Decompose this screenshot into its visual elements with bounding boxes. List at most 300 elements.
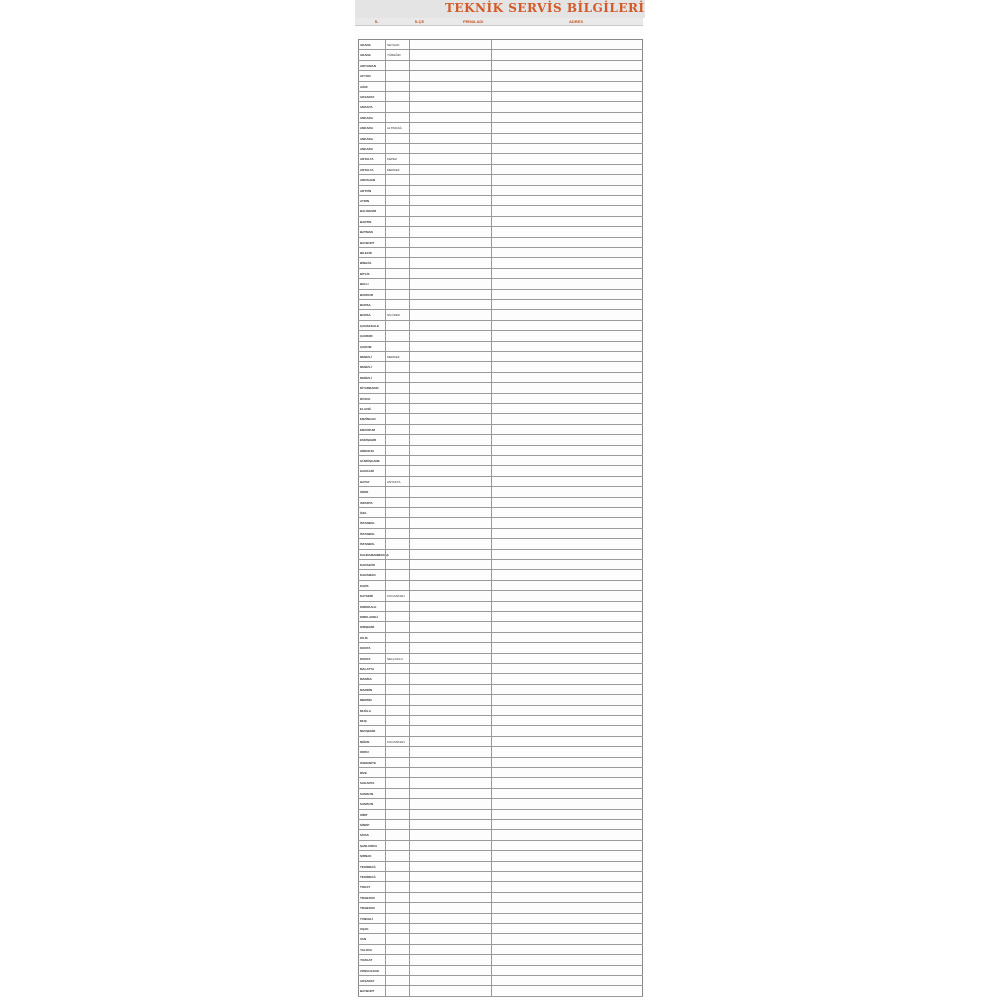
cell-ilce [385, 799, 409, 808]
cell-firma [409, 529, 491, 538]
table-row [358, 61, 643, 71]
table-row [358, 602, 643, 612]
cell-il: KIRKLARELİ [358, 612, 385, 621]
cell-il: YALOVA [358, 945, 385, 954]
cell-ilce [385, 102, 409, 111]
cell-ilce [385, 602, 409, 611]
table-row [358, 113, 643, 123]
cell-adres [491, 643, 643, 652]
table-row [358, 404, 643, 414]
cell-ilce [385, 622, 409, 631]
cell-firma [409, 508, 491, 517]
table-row [358, 560, 643, 570]
cell-ilce [385, 498, 409, 507]
cell-firma [409, 217, 491, 226]
cell-il: TOKAT [358, 882, 385, 891]
cell-firma [409, 966, 491, 975]
table-row [358, 674, 643, 684]
cell-ilce [385, 747, 409, 756]
cell-firma [409, 602, 491, 611]
cell-firma [409, 321, 491, 330]
cell-il: BURDUR [358, 290, 385, 299]
cell-adres [491, 602, 643, 611]
cell-firma [409, 342, 491, 351]
cell-firma [409, 726, 491, 735]
cell-firma [409, 934, 491, 943]
cell-adres [491, 529, 643, 538]
cell-ilce [385, 404, 409, 413]
table-row [358, 820, 643, 830]
table-row [358, 737, 643, 747]
table-row [358, 414, 643, 424]
cell-ilce [385, 903, 409, 912]
cell-firma [409, 893, 491, 902]
table-row [358, 269, 643, 279]
cell-adres [491, 591, 643, 600]
cell-firma [409, 40, 491, 49]
cell-firma [409, 799, 491, 808]
cell-ilce [385, 570, 409, 579]
table-row [358, 893, 643, 903]
table-row [358, 799, 643, 809]
cell-ilce [385, 643, 409, 652]
cell-il: BARTIN [358, 217, 385, 226]
cell-il: ADIYAMAN [358, 61, 385, 70]
table-row [358, 446, 643, 456]
cell-adres [491, 716, 643, 725]
cell-il: SİİRT [358, 810, 385, 819]
cell-adres [491, 71, 643, 80]
cell-ilce [385, 539, 409, 548]
cell-il: ADANA [358, 40, 385, 49]
cell-adres [491, 238, 643, 247]
cell-firma [409, 560, 491, 569]
cell-ilce: KOCASİNAN [385, 591, 409, 600]
table-row [358, 914, 643, 924]
cell-adres [491, 290, 643, 299]
table-row [358, 830, 643, 840]
cell-adres [491, 196, 643, 205]
cell-firma [409, 768, 491, 777]
cell-ilce [385, 758, 409, 767]
cell-ilce: NİLÜFER [385, 310, 409, 319]
cell-ilce [385, 914, 409, 923]
table-row [358, 841, 643, 851]
cell-il: GÜMÜŞHANE [358, 456, 385, 465]
table-row [358, 882, 643, 892]
cell-ilce [385, 331, 409, 340]
cell-ilce [385, 581, 409, 590]
cell-ilce [385, 373, 409, 382]
cell-adres [491, 955, 643, 964]
cell-adres [491, 446, 643, 455]
cell-il: SİVAS [358, 830, 385, 839]
cell-firma [409, 550, 491, 559]
cell-firma [409, 539, 491, 548]
cell-adres [491, 154, 643, 163]
cell-il: İSTANBUL [358, 539, 385, 548]
cell-firma [409, 674, 491, 683]
cell-ilce [385, 196, 409, 205]
cell-ilce [385, 394, 409, 403]
cell-firma [409, 165, 491, 174]
cell-il: MERSİN [358, 695, 385, 704]
table-row [358, 872, 643, 882]
cell-firma [409, 882, 491, 891]
cell-il: NEVŞEHİR [358, 726, 385, 735]
cell-adres [491, 352, 643, 361]
cell-il: BAYBURT [358, 238, 385, 247]
cell-ilce [385, 446, 409, 455]
cell-il: KONYA [358, 654, 385, 663]
table-row [358, 206, 643, 216]
cell-firma [409, 414, 491, 423]
cell-ilce: MERKEZ [385, 352, 409, 361]
cell-adres [491, 633, 643, 642]
header-il: İL [375, 19, 379, 24]
table-row [358, 154, 643, 164]
cell-il: MUĞLA [358, 706, 385, 715]
cell-ilce [385, 841, 409, 850]
cell-adres [491, 882, 643, 891]
cell-ilce [385, 175, 409, 184]
cell-firma [409, 383, 491, 392]
cell-il: GİRESUN [358, 446, 385, 455]
cell-adres [491, 820, 643, 829]
cell-il: SİNOP [358, 820, 385, 829]
cell-ilce [385, 924, 409, 933]
cell-il: İSTANBUL [358, 529, 385, 538]
cell-il: ADANA [358, 50, 385, 59]
cell-adres [491, 664, 643, 673]
cell-adres [491, 279, 643, 288]
cell-il: ANKARA [358, 113, 385, 122]
table-row [358, 778, 643, 788]
cell-adres [491, 726, 643, 735]
table-row [358, 664, 643, 674]
cell-firma [409, 123, 491, 132]
cell-adres [491, 394, 643, 403]
cell-firma [409, 352, 491, 361]
cell-firma [409, 955, 491, 964]
cell-firma [409, 50, 491, 59]
cell-il: KARABÜK [358, 560, 385, 569]
cell-firma [409, 134, 491, 143]
cell-firma [409, 612, 491, 621]
column-header-row [355, 18, 643, 26]
cell-adres [491, 123, 643, 132]
table-row [358, 477, 643, 487]
cell-ilce [385, 435, 409, 444]
cell-firma [409, 61, 491, 70]
cell-adres [491, 810, 643, 819]
cell-adres [491, 758, 643, 767]
cell-il: MARDİN [358, 685, 385, 694]
cell-firma [409, 570, 491, 579]
cell-firma [409, 737, 491, 746]
cell-il: DÜZCE [358, 394, 385, 403]
cell-ilce [385, 674, 409, 683]
cell-adres [491, 966, 643, 975]
cell-firma [409, 518, 491, 527]
cell-adres [491, 300, 643, 309]
table-row [358, 466, 643, 476]
table-row [358, 498, 643, 508]
cell-ilce [385, 186, 409, 195]
cell-adres [491, 518, 643, 527]
cell-adres [491, 778, 643, 787]
cell-adres [491, 695, 643, 704]
table-row [358, 331, 643, 341]
cell-ilce [385, 664, 409, 673]
cell-il: TUNCELİ [358, 914, 385, 923]
cell-il: KIRŞEHİR [358, 622, 385, 631]
cell-firma [409, 976, 491, 985]
cell-il: ARTVİN [358, 186, 385, 195]
cell-adres [491, 768, 643, 777]
cell-il: ERZİNCAN [358, 414, 385, 423]
cell-adres [491, 685, 643, 694]
cell-adres [491, 404, 643, 413]
table-row [358, 716, 643, 726]
cell-il: DENİZLİ [358, 362, 385, 371]
cell-il: ÇORUM [358, 342, 385, 351]
table-row [358, 50, 643, 60]
table-row [358, 570, 643, 580]
cell-adres [491, 425, 643, 434]
cell-il: AYDIN [358, 196, 385, 205]
cell-il: BURSA [358, 300, 385, 309]
cell-ilce [385, 882, 409, 891]
cell-adres [491, 986, 643, 995]
cell-il: DENİZLİ [358, 352, 385, 361]
cell-il: ANKARA [358, 144, 385, 153]
cell-adres [491, 945, 643, 954]
cell-ilce: KEPEZ [385, 154, 409, 163]
cell-ilce [385, 789, 409, 798]
cell-firma [409, 903, 491, 912]
cell-ilce [385, 862, 409, 871]
cell-firma [409, 716, 491, 725]
cell-firma [409, 685, 491, 694]
cell-ilce [385, 778, 409, 787]
cell-adres [491, 737, 643, 746]
cell-il: BATMAN [358, 227, 385, 236]
table-row [358, 71, 643, 81]
table-row [358, 706, 643, 716]
cell-firma [409, 498, 491, 507]
cell-il: ARDAHAN [358, 175, 385, 184]
cell-ilce: SELÇUKLU [385, 654, 409, 663]
cell-ilce [385, 82, 409, 91]
table-row [358, 810, 643, 820]
table-row [358, 196, 643, 206]
table-row [358, 550, 643, 560]
table-row [358, 165, 643, 175]
cell-il: ANTALYA [358, 165, 385, 174]
cell-ilce [385, 466, 409, 475]
cell-il: RİZE [358, 768, 385, 777]
cell-il: ELAZIĞ [358, 404, 385, 413]
cell-il: NİĞDE [358, 737, 385, 746]
cell-ilce: ALTINDAĞ [385, 123, 409, 132]
cell-il: ANTALYA [358, 154, 385, 163]
cell-ilce [385, 529, 409, 538]
cell-adres [491, 612, 643, 621]
table-row [358, 591, 643, 601]
cell-ilce [385, 362, 409, 371]
header-firma: FİRMA ADI [463, 19, 484, 24]
cell-adres [491, 40, 643, 49]
table-row [358, 362, 643, 372]
cell-firma [409, 789, 491, 798]
cell-ilce [385, 487, 409, 496]
cell-firma [409, 706, 491, 715]
cell-firma [409, 758, 491, 767]
table-row [358, 144, 643, 154]
cell-adres [491, 269, 643, 278]
cell-firma [409, 425, 491, 434]
cell-il: KAYSERİ [358, 591, 385, 600]
cell-firma [409, 664, 491, 673]
cell-adres [491, 841, 643, 850]
cell-firma [409, 435, 491, 444]
cell-firma [409, 175, 491, 184]
table-row [358, 934, 643, 944]
cell-il: BAYBURT [358, 986, 385, 995]
cell-firma [409, 248, 491, 257]
cell-firma [409, 456, 491, 465]
cell-adres [491, 362, 643, 371]
cell-adres [491, 113, 643, 122]
cell-il: AKSARAY [358, 92, 385, 101]
cell-adres [491, 747, 643, 756]
cell-firma [409, 186, 491, 195]
cell-adres [491, 248, 643, 257]
cell-il: ESKİŞEHİR [358, 435, 385, 444]
cell-firma [409, 695, 491, 704]
cell-il: BALIKESİR [358, 206, 385, 215]
cell-il: KONYA [358, 643, 385, 652]
cell-il: ÇANKIRI [358, 331, 385, 340]
cell-il: KARS [358, 581, 385, 590]
cell-il: SAMSUN [358, 789, 385, 798]
table-row [358, 40, 643, 50]
cell-il: ERZURUM [358, 425, 385, 434]
cell-il: HAKKARİ [358, 466, 385, 475]
cell-firma [409, 872, 491, 881]
cell-ilce: KOCASİNAN [385, 737, 409, 746]
cell-il: AKSARAY [358, 976, 385, 985]
cell-ilce [385, 706, 409, 715]
cell-il: DENİZLİ [358, 373, 385, 382]
cell-ilce [385, 425, 409, 434]
table-row [358, 425, 643, 435]
cell-il: MANİSA [358, 674, 385, 683]
table-row [358, 279, 643, 289]
cell-adres [491, 498, 643, 507]
cell-adres [491, 508, 643, 517]
document-title: TEKNİK SERVİS BİLGİLERİ [445, 1, 645, 15]
cell-firma [409, 810, 491, 819]
cell-ilce [385, 518, 409, 527]
cell-adres [491, 165, 643, 174]
table-row [358, 862, 643, 872]
table-row [358, 654, 643, 664]
cell-il: MUŞ [358, 716, 385, 725]
cell-ilce [385, 300, 409, 309]
cell-il: ANKARA [358, 134, 385, 143]
cell-ilce [385, 321, 409, 330]
cell-adres [491, 435, 643, 444]
cell-ilce [385, 258, 409, 267]
cell-adres [491, 342, 643, 351]
cell-ilce [385, 716, 409, 725]
table-row [358, 394, 643, 404]
cell-firma [409, 154, 491, 163]
cell-adres [491, 186, 643, 195]
cell-firma [409, 279, 491, 288]
cell-firma [409, 71, 491, 80]
cell-il: KIRIKKALE [358, 602, 385, 611]
header-ilce: İLÇE [415, 19, 425, 24]
cell-ilce [385, 966, 409, 975]
cell-firma [409, 206, 491, 215]
cell-ilce [385, 986, 409, 995]
cell-il: ÇANAKKALE [358, 321, 385, 330]
cell-il: ISPARTA [358, 498, 385, 507]
cell-ilce [385, 560, 409, 569]
table-row [358, 321, 643, 331]
cell-ilce [385, 685, 409, 694]
cell-ilce [385, 872, 409, 881]
cell-adres [491, 830, 643, 839]
cell-ilce [385, 726, 409, 735]
document-page [355, 0, 645, 1000]
cell-firma [409, 986, 491, 995]
cell-il: KİLİS [358, 633, 385, 642]
cell-ilce [385, 633, 409, 642]
table-row [358, 248, 643, 258]
table-row [358, 82, 643, 92]
cell-il: BOLU [358, 279, 385, 288]
table-row [358, 726, 643, 736]
table-row [358, 134, 643, 144]
cell-adres [491, 789, 643, 798]
cell-ilce [385, 144, 409, 153]
table-row [358, 352, 643, 362]
cell-il: TEKİRDAĞ [358, 872, 385, 881]
cell-adres [491, 456, 643, 465]
cell-adres [491, 414, 643, 423]
service-table [358, 39, 643, 1001]
cell-firma [409, 310, 491, 319]
table-row [358, 945, 643, 955]
cell-firma [409, 487, 491, 496]
table-row [358, 986, 643, 996]
table-row [358, 529, 643, 539]
cell-firma [409, 581, 491, 590]
cell-il: İÇEL [358, 508, 385, 517]
cell-adres [491, 654, 643, 663]
cell-il: ZONGULDAK [358, 966, 385, 975]
table-row [358, 456, 643, 466]
table-row [358, 955, 643, 965]
table-row [358, 227, 643, 237]
cell-firma [409, 82, 491, 91]
table-row [358, 123, 643, 133]
cell-adres [491, 539, 643, 548]
